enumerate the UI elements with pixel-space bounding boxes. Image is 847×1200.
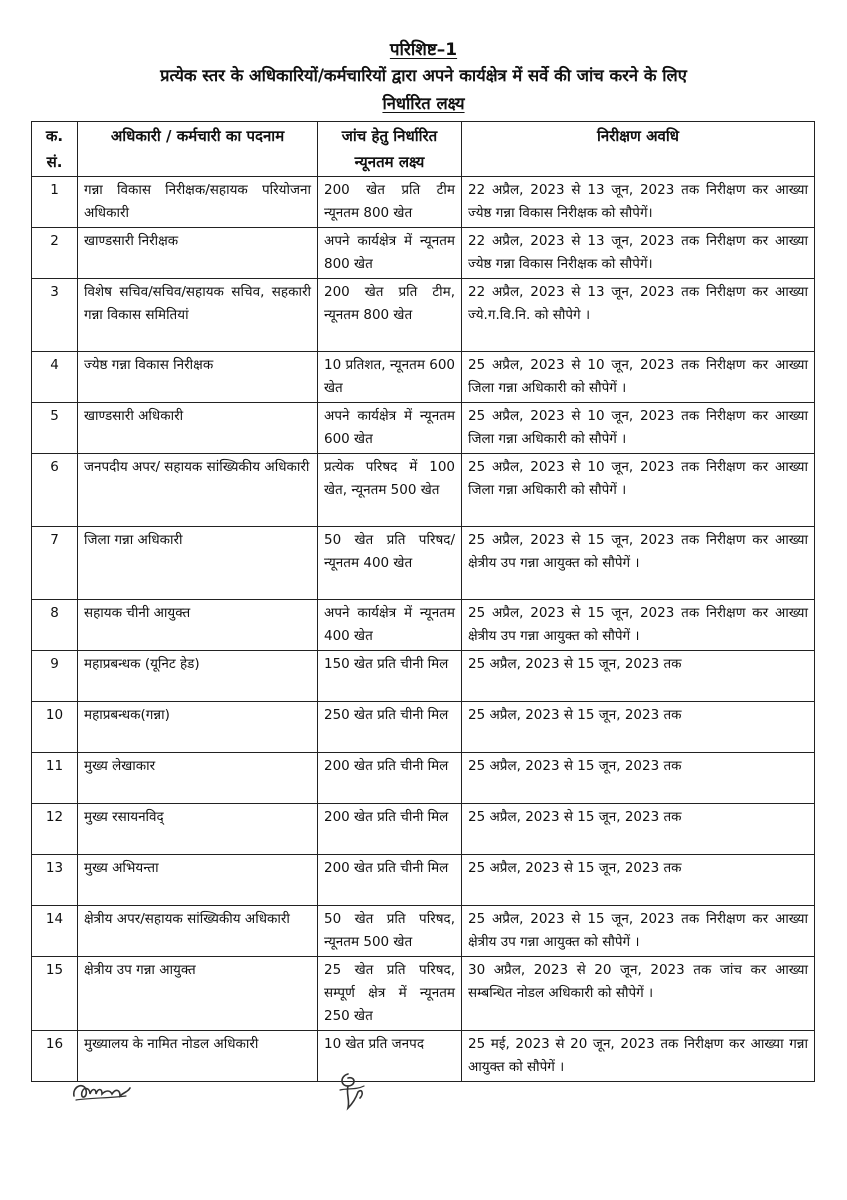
table-header-row: [32, 122, 815, 177]
appendix-title: परिशिष्ट–1: [389, 40, 458, 60]
header-inspection-period: निरीक्षण अवधि: [462, 122, 815, 177]
period-cell: 25 अप्रैल, 2023 से 15 जून, 2023 तक: [462, 855, 815, 906]
table-row: [32, 177, 815, 228]
target-cell: अपने कार्यक्षेत्र में न्यूनतम 800 खेत: [318, 228, 462, 279]
period-cell: 25 अप्रैल, 2023 से 15 जून, 2023 तक निरीक्षण कर आख्या क्षेत्रीय उप गन्ना आयुक्त को सौपेगें ।: [462, 527, 815, 600]
designation-cell: विशेष सचिव/सचिव/सहायक सचिव, सहकारी गन्ना विकास समितियां: [78, 279, 318, 352]
period-cell: 25 मई, 2023 से 20 जून, 2023 तक निरीक्षण कर आख्या गन्ना आयुक्त को सौपेगें ।: [462, 1031, 815, 1082]
table-row: [32, 228, 815, 279]
period-cell: 25 अप्रैल, 2023 से 10 जून, 2023 तक निरीक्षण कर आख्या जिला गन्ना अधिकारी को सौपेगें ।: [462, 352, 815, 403]
designation-cell: मुख्य रसायनविद्: [78, 804, 318, 855]
document-header: [0, 38, 847, 118]
serial-number-cell: 4: [32, 352, 78, 403]
period-cell: 22 अप्रैल, 2023 से 13 जून, 2023 तक निरीक्षण कर आख्या ज्येष्ठ गन्ना विकास निरीक्षक को सौपेगें।: [462, 177, 815, 228]
table-row: [32, 906, 815, 957]
target-cell: प्रत्येक परिषद में 100 खेत, न्यूनतम 500 खेत: [318, 454, 462, 527]
period-cell: 25 अप्रैल, 2023 से 15 जून, 2023 तक निरीक्षण कर आख्या क्षेत्रीय उप गन्ना आयुक्त को सौपेगें ।: [462, 906, 815, 957]
table-row: [32, 600, 815, 651]
target-cell: अपने कार्यक्षेत्र में न्यूनतम 600 खेत: [318, 403, 462, 454]
serial-number-cell: 16: [32, 1031, 78, 1082]
header-minimum-target: जांच हेतु निर्धारित न्यूनतम लक्ष्य: [318, 122, 462, 177]
designation-cell: गन्ना विकास निरीक्षक/सहायक परियोजना अधिकारी: [78, 177, 318, 228]
table-row: [32, 279, 815, 352]
serial-number-cell: 1: [32, 177, 78, 228]
header-serial-number: क. सं.: [32, 122, 78, 177]
target-cell: 10 खेत प्रति जनपद: [318, 1031, 462, 1082]
target-cell: अपने कार्यक्षेत्र में न्यूनतम 400 खेत: [318, 600, 462, 651]
table-row: [32, 702, 815, 753]
table-row: [32, 957, 815, 1031]
signature-area: [0, 1068, 847, 1128]
designation-cell: क्षेत्रीय उप गन्ना आयुक्त: [78, 957, 318, 1031]
serial-number-cell: 5: [32, 403, 78, 454]
target-cell: 25 खेत प्रति परिषद, सम्पूर्ण क्षेत्र में न्यूनतम 250 खेत: [318, 957, 462, 1031]
target-cell: 200 खेत प्रति चीनी मिल: [318, 855, 462, 906]
period-cell: 25 अप्रैल, 2023 से 10 जून, 2023 तक निरीक्षण कर आख्या जिला गन्ना अधिकारी को सौपेगें ।: [462, 454, 815, 527]
serial-number-cell: 14: [32, 906, 78, 957]
target-cell: 150 खेत प्रति चीनी मिल: [318, 651, 462, 702]
designation-cell: क्षेत्रीय अपर/सहायक सांख्यिकीय अधिकारी: [78, 906, 318, 957]
table-row: [32, 527, 815, 600]
designation-cell: सहायक चीनी आयुक्त: [78, 600, 318, 651]
serial-number-cell: 13: [32, 855, 78, 906]
table-row: [32, 403, 815, 454]
designation-cell: खाण्डसारी अधिकारी: [78, 403, 318, 454]
designation-cell: ज्येष्ठ गन्ना विकास निरीक्षक: [78, 352, 318, 403]
serial-number-cell: 11: [32, 753, 78, 804]
designation-cell: मुख्य अभियन्ता: [78, 855, 318, 906]
target-cell: 200 खेत प्रति टीम, न्यूनतम 800 खेत: [318, 279, 462, 352]
table-row: [32, 454, 815, 527]
subject-line-2: निर्धारित लक्ष्य: [382, 94, 465, 113]
inspection-target-table: [31, 121, 815, 1082]
designation-cell: जनपदीय अपर/ सहायक सांख्यिकीय अधिकारी: [78, 454, 318, 527]
period-cell: 25 अप्रैल, 2023 से 15 जून, 2023 तक: [462, 753, 815, 804]
target-cell: 50 खेत प्रति परिषद, न्यूनतम 500 खेत: [318, 906, 462, 957]
signature-right: [334, 1068, 370, 1114]
designation-cell: महाप्रबन्धक (यूनिट हेड): [78, 651, 318, 702]
period-cell: 25 अप्रैल, 2023 से 10 जून, 2023 तक निरीक्षण कर आख्या जिला गन्ना अधिकारी को सौपेगें ।: [462, 403, 815, 454]
period-cell: 25 अप्रैल, 2023 से 15 जून, 2023 तक: [462, 702, 815, 753]
header-designation: अधिकारी / कर्मचारी का पदनाम: [78, 122, 318, 177]
serial-number-cell: 2: [32, 228, 78, 279]
period-cell: 25 अप्रैल, 2023 से 15 जून, 2023 तक: [462, 804, 815, 855]
serial-number-cell: 15: [32, 957, 78, 1031]
subject-line-1: प्रत्येक स्तर के अधिकारियों/कर्मचारियों द्वारा अपने कार्यक्षेत्र में सर्वे की जांच करने के लिए: [160, 66, 687, 85]
table-row: [32, 804, 815, 855]
target-cell: 10 प्रतिशत, न्यूनतम 600 खेत: [318, 352, 462, 403]
designation-cell: मुख्य लेखाकार: [78, 753, 318, 804]
target-cell: 250 खेत प्रति चीनी मिल: [318, 702, 462, 753]
table-row: [32, 855, 815, 906]
designation-cell: मुख्यालय के नामित नोडल अधिकारी: [78, 1031, 318, 1082]
serial-number-cell: 8: [32, 600, 78, 651]
target-cell: 200 खेत प्रति चीनी मिल: [318, 753, 462, 804]
designation-cell: खाण्डसारी निरीक्षक: [78, 228, 318, 279]
designation-cell: जिला गन्ना अधिकारी: [78, 527, 318, 600]
period-cell: 22 अप्रैल, 2023 से 13 जून, 2023 तक निरीक्षण कर आख्या ज्येष्ठ गन्ना विकास निरीक्षक को सौपेगें।: [462, 228, 815, 279]
serial-number-cell: 10: [32, 702, 78, 753]
table-row: [32, 651, 815, 702]
serial-number-cell: 3: [32, 279, 78, 352]
period-cell: 25 अप्रैल, 2023 से 15 जून, 2023 तक: [462, 651, 815, 702]
designation-cell: महाप्रबन्धक(गन्ना): [78, 702, 318, 753]
table-row: [32, 352, 815, 403]
serial-number-cell: 6: [32, 454, 78, 527]
serial-number-cell: 12: [32, 804, 78, 855]
serial-number-cell: 9: [32, 651, 78, 702]
serial-number-cell: 7: [32, 527, 78, 600]
period-cell: 30 अप्रैल, 2023 से 20 जून, 2023 तक जांच कर आख्या सम्बन्धित नोडल अधिकारी को सौपेगें ।: [462, 957, 815, 1031]
target-cell: 200 खेत प्रति टीम न्यूनतम 800 खेत: [318, 177, 462, 228]
target-cell: 200 खेत प्रति चीनी मिल: [318, 804, 462, 855]
period-cell: 25 अप्रैल, 2023 से 15 जून, 2023 तक निरीक्षण कर आख्या क्षेत्रीय उप गन्ना आयुक्त को सौपेगें ।: [462, 600, 815, 651]
period-cell: 22 अप्रैल, 2023 से 13 जून, 2023 तक निरीक्षण कर आख्या ज्ये.ग.वि.नि. को सौपेगे ।: [462, 279, 815, 352]
table-row: [32, 753, 815, 804]
signature-left: [70, 1074, 134, 1108]
target-cell: 50 खेत प्रति परिषद/न्यूनतम 400 खेत: [318, 527, 462, 600]
